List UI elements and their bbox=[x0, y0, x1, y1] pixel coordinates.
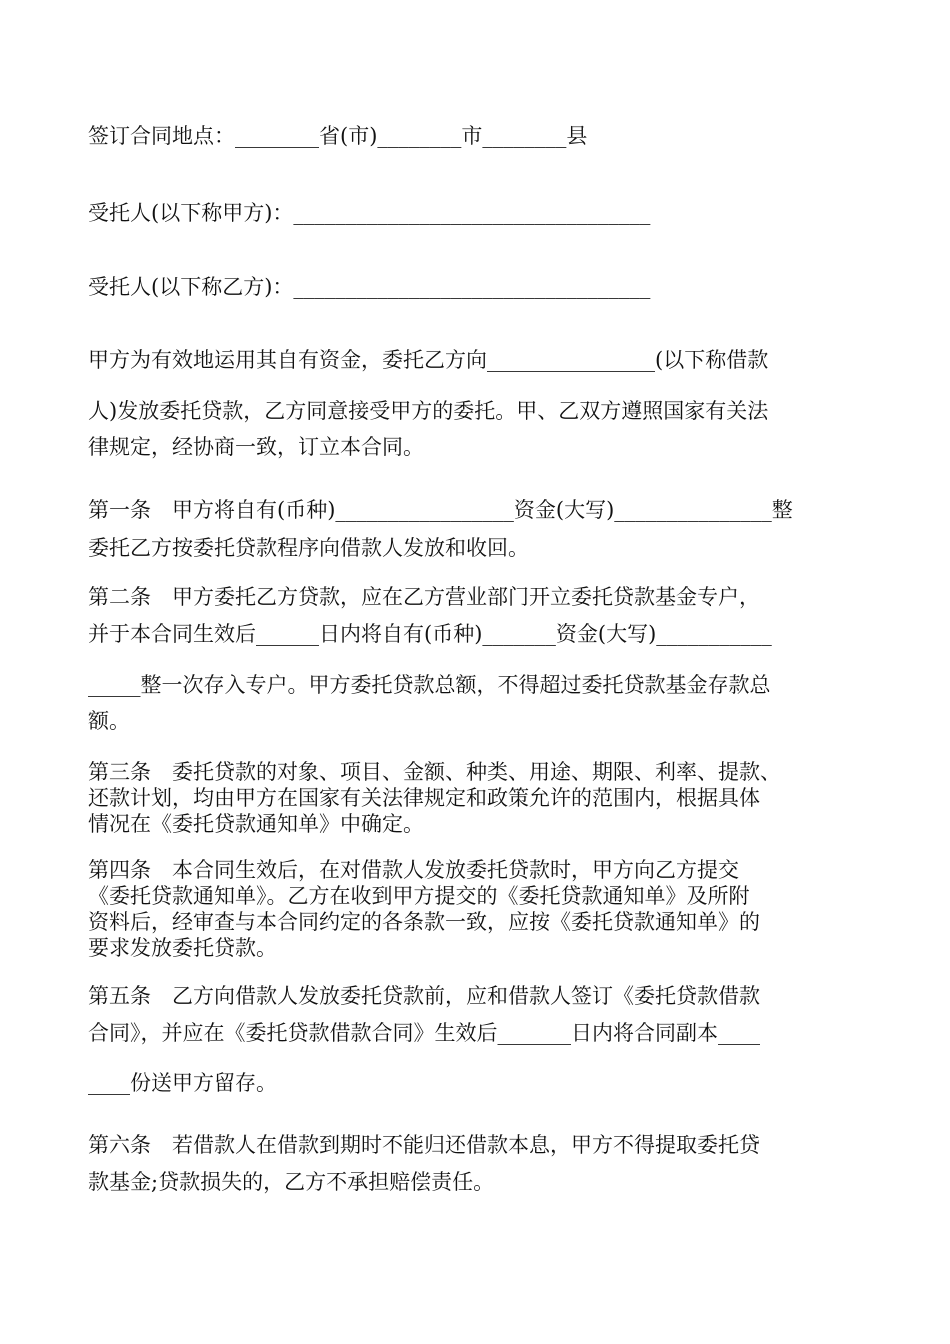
article-6-line: 款基金;贷款损失的，乙方不承担赔偿责任。 bbox=[88, 1170, 495, 1194]
article-2-line: 第二条 甲方委托乙方贷款，应在乙方营业部门开立委托贷款基金专户， bbox=[88, 585, 760, 609]
article-2-line: 额。 bbox=[88, 709, 130, 733]
preamble-line: 甲方为有效地运用其自有资金，委托乙方向________________(以下称借款 bbox=[88, 348, 769, 372]
article-2-line: _____整一次存入专户。甲方委托贷款总额，不得超过委托贷款基金存款总 bbox=[88, 673, 771, 697]
party-b-line: 受托人(以下称乙方)：__________________________________ bbox=[88, 275, 651, 299]
article-5-line: 合同》，并应在《委托贷款借款合同》生效后_______日内将合同副本____ bbox=[88, 1021, 760, 1045]
article-1-line: 第一条 甲方将自有(币种)_________________资金(大写)_______________整 bbox=[88, 498, 793, 522]
article-2-line: 并于本合同生效后______日内将自有(币种)_______资金(大写)___________ bbox=[88, 622, 772, 646]
article-3-line: 还款计划，均由甲方在国家有关法律规定和政策允许的范围内，根据具体 bbox=[88, 786, 760, 810]
article-1-line: 委托乙方按委托贷款程序向借款人发放和收回。 bbox=[88, 536, 529, 560]
preamble-line: 人)发放委托贷款，乙方同意接受甲方的委托。甲、乙双方遵照国家有关法 bbox=[88, 399, 769, 423]
preamble-line: 律规定，经协商一致，订立本合同。 bbox=[88, 435, 424, 459]
article-5-line: ____份送甲方留存。 bbox=[88, 1071, 277, 1095]
signing-location-line: 签订合同地点：________省(市)________市________县 bbox=[88, 124, 588, 148]
article-3-line: 第三条 委托贷款的对象、项目、金额、种类、用途、期限、利率、提款、 bbox=[88, 760, 781, 784]
article-4-line: 《委托贷款通知单》。乙方在收到甲方提交的《委托贷款通知单》及所附 bbox=[88, 884, 750, 908]
party-a-line: 受托人(以下称甲方)：__________________________________ bbox=[88, 201, 651, 225]
article-4-line: 第四条 本合同生效后，在对借款人发放委托贷款时，甲方向乙方提交 bbox=[88, 858, 739, 882]
article-3-line: 情况在《委托贷款通知单》中确定。 bbox=[88, 812, 424, 836]
article-6-line: 第六条 若借款人在借款到期时不能归还借款本息，甲方不得提取委托贷 bbox=[88, 1133, 760, 1157]
article-5-line: 第五条 乙方向借款人发放委托贷款前，应和借款人签订《委托贷款借款 bbox=[88, 984, 760, 1008]
article-4-line: 要求发放委托贷款。 bbox=[88, 936, 277, 960]
article-4-line: 资料后，经审查与本合同约定的各条款一致，应按《委托贷款通知单》的 bbox=[88, 910, 760, 934]
